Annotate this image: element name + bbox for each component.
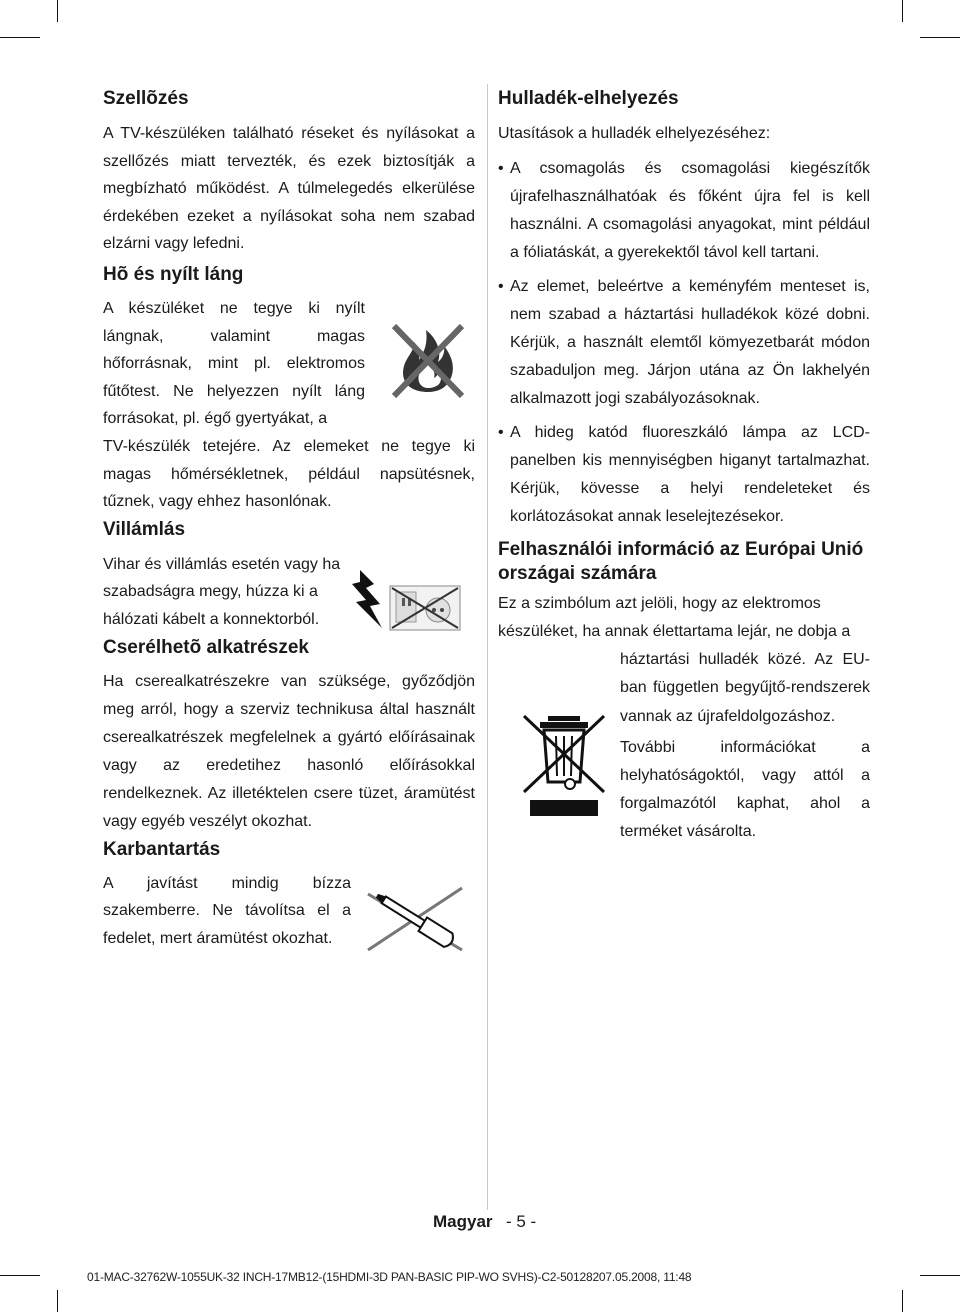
ventilation-text: A TV-készüléken található réseket és nyílásokat a szellőzés miatt tervezték, és ezek biztosítják a megbízható működést. A túlmelegedés elkerülése érdekében ezeket a nyílásokat soha nem szabad elzárni vagy lefedni.: [103, 125, 475, 253]
no-screwdriver-icon: [358, 884, 474, 956]
footer-page-number: - 5 -: [506, 1212, 537, 1231]
crop-mark: [920, 37, 960, 38]
eu-info-heading: Felhasználói információ az Európai Unió országai számára: [498, 538, 864, 584]
replacement-parts-text: Ha cserealkatrészekre van szüksége, győződjön meg arról, hogy a szerviz technikusa által használt cserealkatrészek megfelelnek a gyártó előírásainak vagy az eredetihez hasonló előírásokkal rendelkeznek. Az illetéktelen csere tüzet, áramütést vagy egyéb veszélyt okozhat.: [103, 672, 475, 830]
replacement-parts-section: [103, 636, 475, 836]
heat-flame-text: TV-készülék tetejére. Az elemeket ne tegye ki magas hőmérsékletnek, például napsütésnek, tűznek, vagy ehhez hasonlónak.: [103, 437, 475, 511]
replacement-parts-heading: Cserélhetõ alkatrészek: [103, 636, 309, 658]
crop-mark: [920, 1275, 960, 1276]
footer-file-info: 01-MAC-32762W-1055UK-32 INCH-17MB12-(15HDMI-3D PAN-BASIC PIP-WO SVHS)-C2-50128207.05.2008, 11:48: [87, 1270, 692, 1284]
crop-mark: [0, 37, 40, 38]
crossed-out-bin-icon: [518, 712, 610, 822]
footer-language: Magyar: [433, 1212, 493, 1231]
waste-bullet-list: [498, 155, 870, 531]
left-column: [103, 84, 475, 952]
crop-mark: [57, 0, 58, 22]
ventilation-section: [103, 87, 475, 258]
lightning-text: Vihar és villámlás esetén vagy ha szabadságra megy, húzza ki a hálózati kábelt a konnektorból.: [103, 555, 341, 628]
crop-mark: [902, 1290, 903, 1312]
bullet-text: A csomagolás és csomagolási kiegészítők újrafelhasználhatóak és főként újra fel is kell használni. A csomagolási anyagokat, mint például a fóliatáskát, a gyerekektől távol kell tartani.: [510, 159, 870, 261]
crop-mark: [0, 1275, 40, 1276]
heat-flame-heading: Hõ és nyílt láng: [103, 263, 244, 285]
eu-info-text: Ez a szimbólum azt jelöli, hogy az elektromos készüléket, ha annak élettartama lejár, ne dobja a: [498, 594, 851, 640]
ventilation-heading: Szellõzés: [103, 88, 189, 109]
bullet-text: Az elemet, beleértve a keményfém menteset is, nem szabad a háztartási hulladékok közé dobni. Kérjük, a használt elemtől kömyezetbarát módon szabaduljon meg. Járjon utána az Ön lakhelyén alkalmazott jogi szabályozásoknak.: [510, 277, 870, 407]
waste-disposal-heading: Hulladék-elhelyezés: [498, 88, 679, 109]
waste-disposal-intro: Utasítások a hulladék elhelyezéséhez:: [498, 125, 771, 142]
list-item: • A hideg katód fluoreszkáló lámpa az LCD-panelben kis mennyiségben higanyt tartalmazhat. Kérjük, kövesse a helyi rendeleteket és korlátozásokat annak leselejtezésekor.: [498, 423, 870, 525]
crop-mark: [902, 0, 903, 22]
list-item: • Az elemet, beleértve a keményfém menteset is, nem szabad a háztartási hulladékok közé dobni. Kérjük, a használt elemtől kömyezetbarát módon szabaduljon meg. Járjon utána az Ön lakhelyén alkalmazott jogi szabályozásoknak.: [498, 277, 870, 407]
lightning-unplug-icon: [352, 568, 464, 634]
lightning-heading: Villámlás: [103, 518, 186, 540]
list-item: • A csomagolás és csomagolási kiegészítők újrafelhasználhatóak és főként újra fel is kell használni. A csomagolási anyagokat, mint például a fóliatáskát, a gyerekektől távol kell tartani.: [498, 159, 870, 261]
heat-flame-text-wrap: A készüléket ne tegye ki nyílt lángnak, valamint magas hőforrásnak, mint pl. elektromos fűtőtest. Ne helyezzen nyílt láng forrásokat, pl. égő gyertyákat, a: [103, 299, 365, 428]
eu-info-text-wrap2: További információkat a helyhatóságoktól, vagy attól a forgalmazótól kaphat, ahol a terméket vásárolta.: [620, 739, 870, 841]
bullet-text: A hideg katód fluoreszkáló lámpa az LCD-panelben kis mennyiségben higanyt tartalmazhat. Kérjük, kövesse a helyi rendeleteket és korlátozásokat annak leselejtezésekor.: [510, 423, 870, 525]
eu-info-text-wrap1: háztartási hulladék közé. Az EU-ban független begyűjtő-rendszerek vannak az újrafeldolgozáshoz.: [620, 650, 870, 725]
column-divider: [487, 84, 488, 1210]
maintenance-text: A javítást mindig bízza szakemberre. Ne távolítsa el a fedelet, mert áramütést okozhat.: [103, 874, 351, 947]
maintenance-heading: Karbantartás: [103, 838, 221, 860]
no-open-flame-icon: [388, 322, 468, 400]
crop-mark: [57, 1290, 58, 1312]
waste-disposal-section: [498, 87, 870, 531]
